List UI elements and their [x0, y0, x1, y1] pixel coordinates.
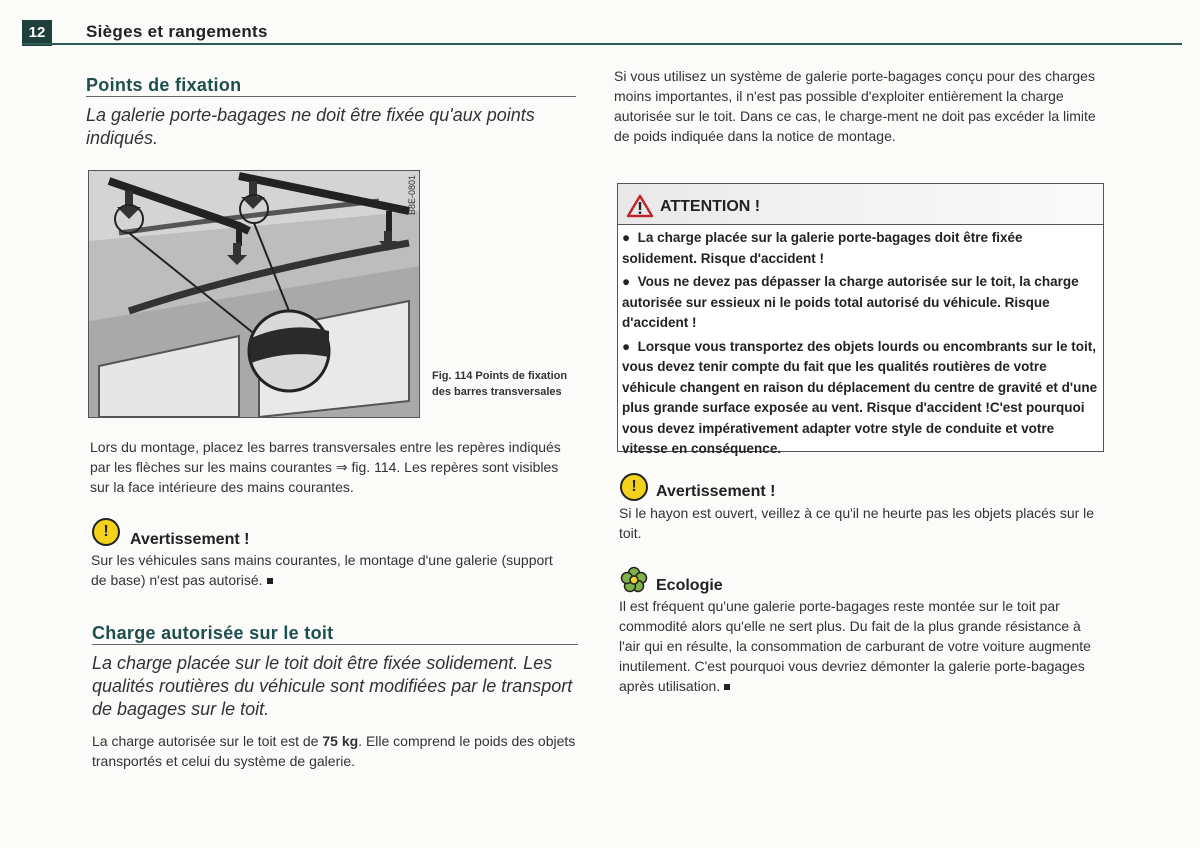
attention-box — [617, 183, 1104, 456]
note-text-left — [91, 550, 571, 590]
roof-rack-figure — [88, 170, 420, 418]
attention-item: ● Vous ne devez pas dépasser la charge autorisée sur le toit, la charge autorisée sur essieux ni le poids total autorisé du véhicule. Risque d'accident ! — [622, 274, 1079, 330]
section-rule-2 — [92, 644, 578, 645]
figure-caption: Fig. 114 Points de fixation des barres transversales — [432, 370, 568, 398]
section-rule — [86, 96, 576, 97]
attention-item-text: Lorsque vous transportez des objets lourds ou encombrants sur le toit, vous devez tenir compte du fait que les qualités routières de votre véhicule changent en raison du déplacement du centre de gravité et d'une plus grande surface exposée au vent. Risque d'accident !C'est pourquoi vous devez impérativement adapter votre style de conduite et votre vitesse en conséquence. — [622, 338, 1098, 456]
warning-triangle-icon — [626, 194, 654, 218]
attention-item-text: La charge placée sur la galerie porte-bagages doit être fixée solidement. Risque d'accident ! — [622, 230, 1023, 266]
section-title-fixation: Points de fixation — [86, 75, 242, 95]
attention-list — [622, 228, 1100, 463]
note-text-right: Si le hayon est ouvert, veillez à ce qu'il ne heurte pas les objets placés sur le toit. — [619, 505, 1095, 541]
figure-code: B8E-0801 — [407, 175, 417, 216]
charge-body-text — [92, 731, 578, 771]
end-mark — [267, 578, 273, 584]
section-title-charge: Charge autorisée sur le toit — [92, 623, 334, 643]
ecology-title: Ecologie — [656, 577, 723, 594]
ecology-text — [619, 596, 1105, 696]
end-mark — [724, 684, 730, 690]
ecology-text-content: Il est fréquent qu'une galerie porte-bagages reste montée sur le toit par commodité alors qu'elle ne sert plus. Du fait de la plus grande résistance à l'air qui en résulte, la consommation de carburant de votre voiture augmente inutilement. C'est pourquoi vous devriez démonter la galerie porte-bagages après utilisation. — [619, 598, 1091, 694]
note-title-right: Avertissement ! — [656, 483, 776, 500]
section-lead-charge: La charge placée sur le toit doit être fixée solidement. Les qualités routières du véhicule sont modifiées par le transport de bagages sur le toit. — [92, 653, 573, 719]
section-lead-fixation: La galerie porte-bagages ne doit être fixée qu'aux points indiqués. — [86, 105, 535, 148]
header-rule — [22, 43, 1182, 45]
roof-rack-illustration — [89, 171, 419, 417]
chapter-title: Sièges et rangements — [86, 22, 268, 41]
attention-header — [618, 184, 1103, 225]
attention-item: ● La charge placée sur la galerie porte-bagages doit être fixée solidement. Risque d'accident ! — [622, 230, 1023, 266]
exclamation-circle-icon: ! — [620, 473, 648, 501]
attention-item: ● Lorsque vous transportez des objets lourds ou encombrants sur le toit, vous devez tenir compte du fait que les qualités routières de votre véhicule changent en raison du déplacement du centre de gravité et d'une plus grande surface exposée au vent. Risque d'accident !C'est pourquoi vous devez impérativement adapter votre style de conduite et votre vitesse en conséquence. — [622, 338, 1098, 456]
note-text-left-content: Sur les véhicules sans mains courantes, le montage d'une galerie (support de base) n'est pas autorisé. — [91, 552, 553, 588]
exclamation-circle-icon: ! — [92, 518, 120, 546]
right-intro-text: Si vous utilisez un système de galerie porte-bagages conçu pour des charges moins importantes, il n'est pas possible d'exploiter entièrement la charge autorisée sur le toit. Dans ce cas, le charge-ment ne doit pas excéder la limite de poids indiquée dans la notice de montage. — [614, 68, 1096, 144]
charge-text-end: . Elle comprend le poids des objets transportés et celui du système de galerie. — [92, 733, 576, 769]
page-number: 12 — [22, 20, 52, 46]
attention-item-text: Vous ne devez pas dépasser la charge autorisée sur le toit, la charge autorisée sur essieux ni le poids total autorisé du véhicule. Risque d'accident ! — [622, 274, 1079, 330]
charge-text-start: La charge autorisée sur le toit est de — [92, 733, 323, 749]
fixation-body-text: Lors du montage, placez les barres transversales entre les repères indiqués par les flèches sur les mains courantes ⇒ fig. 114. Les repères sont visibles sur la face intérieure des mains courantes. — [90, 439, 561, 495]
note-title-left: Avertissement ! — [130, 531, 250, 548]
attention-title: ATTENTION ! — [660, 198, 761, 215]
charge-weight: 75 kg — [322, 733, 359, 749]
flower-icon — [620, 566, 648, 594]
